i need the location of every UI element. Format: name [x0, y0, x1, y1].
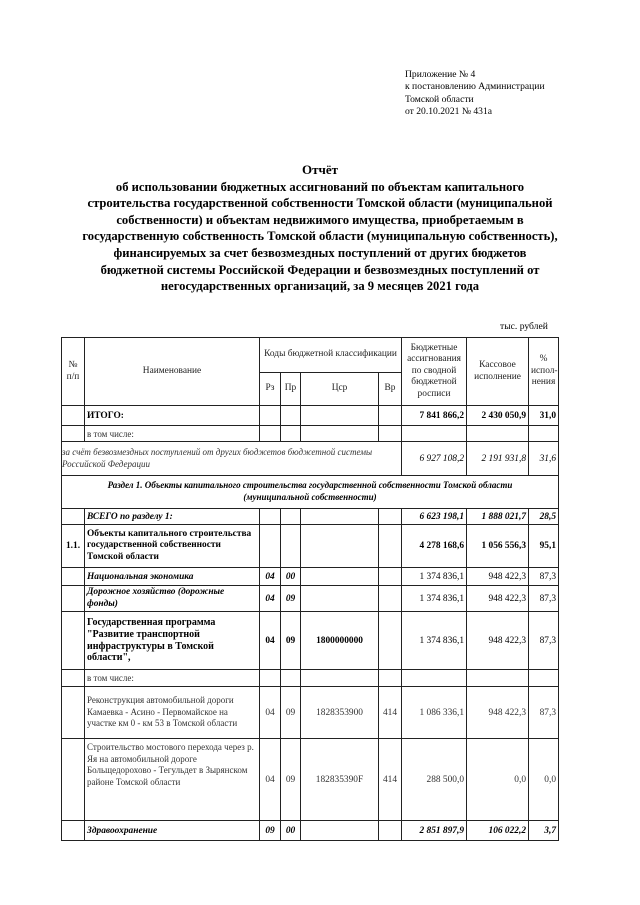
- header-num: № п/п: [62, 338, 85, 406]
- table-row-section-total: [62, 509, 559, 525]
- cell-cash: 1 888 021,7: [467, 509, 529, 525]
- cell-cash: 1 056 556,3: [467, 525, 529, 568]
- report-table: [61, 337, 559, 841]
- cell-pct: 31,0: [529, 406, 559, 426]
- cell-pr: 09: [281, 586, 301, 612]
- cell-cash: 2 430 050,9: [467, 406, 529, 426]
- cell-rz: [260, 426, 281, 442]
- cell-pct: 87,3: [529, 568, 559, 586]
- cell-name: ИТОГО:: [85, 406, 260, 426]
- title-line: бюджетной системы Российской Федерации и безвозмездных поступлений от: [100, 262, 540, 277]
- cell-pct: [529, 426, 559, 442]
- cell-rz: [260, 509, 281, 525]
- cell-rz: 09: [260, 821, 281, 841]
- cell-rz: 04: [260, 739, 281, 821]
- cell-budget: 1 374 836,1: [402, 612, 467, 670]
- cell-budget: [402, 670, 467, 687]
- cell-budget: 4 278 168,6: [402, 525, 467, 568]
- cell-vr: [379, 670, 402, 687]
- cell-vr: [379, 586, 402, 612]
- cell-name: за счёт безвозмездных поступлений от других бюджетов бюджетной системы Российской Федерации: [62, 442, 402, 476]
- cell-vr: [379, 568, 402, 586]
- cell-csr: [301, 525, 379, 568]
- cell-vr: [379, 426, 402, 442]
- cell-rz: [260, 406, 281, 426]
- header-name: Наименование: [85, 338, 260, 406]
- cell-rz: 04: [260, 687, 281, 739]
- cell-cash: 2 191 931,8: [467, 442, 529, 476]
- cell-name: Строительство мостового перехода через р. Яя на автомобильной дороге Больщедорохово - Тегульдет в Зырянском районе Томской области: [85, 739, 260, 821]
- cell-budget: 288 500,0: [402, 739, 467, 821]
- cell-csr: [301, 406, 379, 426]
- title-line: собственности) и объектам недвижимого имущества, приобретаемым в: [116, 212, 524, 227]
- cell-name: Объекты капитального строительства государственной собственности Томской области: [85, 525, 260, 568]
- report-title: [60, 162, 580, 295]
- table-row-road-funds: [62, 586, 559, 612]
- title-line: негосударственных организаций, за 9 месяцев 2021 года: [160, 279, 480, 294]
- cell-pr: 09: [281, 687, 301, 739]
- cell-pr: [281, 509, 301, 525]
- cell-budget: 6 927 108,2: [402, 442, 467, 476]
- table-row-item-1-1: [62, 525, 559, 568]
- title-main: Отчёт: [302, 162, 338, 177]
- cell-num: [62, 612, 85, 670]
- cell-pct: 95,1: [529, 525, 559, 568]
- cell-budget: [402, 426, 467, 442]
- cell-num: [62, 406, 85, 426]
- cell-cash: 106 022,2: [467, 821, 529, 841]
- cell-num: [62, 670, 85, 687]
- cell-pct: 87,3: [529, 586, 559, 612]
- title-line: финансируемых за счет безвозмездных поступлений от других бюджетов: [113, 245, 527, 260]
- header-rz: Рз: [260, 373, 281, 406]
- cell-csr: [301, 426, 379, 442]
- header-row: [62, 338, 559, 373]
- table-row-state-program: [62, 612, 559, 670]
- cell-num: [62, 509, 85, 525]
- cell-vr: [379, 509, 402, 525]
- cell-cash: 948 422,3: [467, 612, 529, 670]
- cell-num: [62, 586, 85, 612]
- section-title: Раздел 1. Объекты капитального строительства государственной собственности Томской области (муниципальной собственности): [62, 476, 559, 509]
- cell-vr: [379, 525, 402, 568]
- cell-num: [62, 426, 85, 442]
- cell-name: Здравоохранение: [85, 821, 260, 841]
- cell-pr: 09: [281, 612, 301, 670]
- table-row-incl: [62, 670, 559, 687]
- cell-budget: 1 086 336,1: [402, 687, 467, 739]
- appendix-line: Томской области: [405, 93, 474, 105]
- cell-pct: 28,5: [529, 509, 559, 525]
- header-codes: Коды бюджетной классификации: [260, 338, 402, 373]
- appendix-line: к постановлению Администрации: [405, 81, 545, 93]
- cell-vr: [379, 612, 402, 670]
- appendix-line: от 20.10.2021 № 431а: [405, 106, 493, 118]
- cell-rz: 04: [260, 586, 281, 612]
- cell-pr: [281, 426, 301, 442]
- table-row-healthcare: [62, 821, 559, 841]
- cell-pr: [281, 406, 301, 426]
- cell-csr: [301, 670, 379, 687]
- cell-name: в том числе:: [85, 670, 260, 687]
- cell-num: [62, 568, 85, 586]
- cell-cash: [467, 426, 529, 442]
- cell-rz: 04: [260, 612, 281, 670]
- table-row-bridge: [62, 739, 559, 821]
- header-pct: % испол-нения: [529, 338, 559, 406]
- cell-name: Национальная экономика: [85, 568, 260, 586]
- cell-cash: 0,0: [467, 739, 529, 821]
- cell-num: [62, 739, 85, 821]
- cell-csr: [301, 509, 379, 525]
- units-label: тыс. рублей: [500, 321, 548, 332]
- cell-vr: [379, 406, 402, 426]
- cell-cash: 948 422,3: [467, 586, 529, 612]
- table-row-national-economy: [62, 568, 559, 586]
- header-pr: Пр: [281, 373, 301, 406]
- cell-cash: 948 422,3: [467, 687, 529, 739]
- header-cash: Кассовое исполнение: [467, 338, 529, 406]
- cell-pct: 0,0: [529, 739, 559, 821]
- header-budget: Бюджетные ассигнования по сводной бюджетной росписи: [402, 338, 467, 406]
- header-vr: Вр: [379, 373, 402, 406]
- appendix-block: [405, 69, 545, 119]
- cell-csr: [301, 586, 379, 612]
- cell-pct: 87,3: [529, 687, 559, 739]
- section-header-row: [62, 476, 559, 509]
- table-row-reconstruction: [62, 687, 559, 739]
- cell-pr: 09: [281, 739, 301, 821]
- cell-budget: 6 623 198,1: [402, 509, 467, 525]
- cell-cash: 948 422,3: [467, 568, 529, 586]
- cell-vr: 414: [379, 687, 402, 739]
- cell-name: в том числе:: [85, 426, 260, 442]
- cell-cash: [467, 670, 529, 687]
- cell-name: Реконструкция автомобильной дороги Камаевка - Асино - Первомайское на участке км 0 - км 53 в Томской области: [85, 687, 260, 739]
- appendix-line: Приложение № 4: [405, 69, 476, 80]
- cell-pr: 00: [281, 568, 301, 586]
- cell-csr: 1800000000: [301, 612, 379, 670]
- cell-num: 1.1.: [62, 525, 85, 568]
- cell-num: [62, 687, 85, 739]
- cell-budget: 7 841 866,2: [402, 406, 467, 426]
- cell-csr: 182835390F: [301, 739, 379, 821]
- cell-budget: 1 374 836,1: [402, 586, 467, 612]
- cell-pr: 00: [281, 821, 301, 841]
- cell-rz: 04: [260, 568, 281, 586]
- cell-vr: [379, 821, 402, 841]
- cell-csr: [301, 821, 379, 841]
- cell-pct: [529, 670, 559, 687]
- cell-num: [62, 821, 85, 841]
- cell-csr: [301, 568, 379, 586]
- cell-name: Государственная программа "Развитие транспортной инфраструктуры в Томской области",: [85, 612, 260, 670]
- title-line: государственную собственность Томской области (муниципальную собственность),: [82, 229, 558, 244]
- cell-rz: [260, 525, 281, 568]
- cell-pr: [281, 525, 301, 568]
- cell-pct: 31,6: [529, 442, 559, 476]
- cell-budget: 1 374 836,1: [402, 568, 467, 586]
- header-csr: Цср: [301, 373, 379, 406]
- cell-csr: 1828353900: [301, 687, 379, 739]
- cell-budget: 2 851 897,9: [402, 821, 467, 841]
- cell-pct: 87,3: [529, 612, 559, 670]
- cell-pr: [281, 670, 301, 687]
- cell-name: ВСЕГО по разделу 1:: [85, 509, 260, 525]
- table-row-transfers: [62, 442, 559, 476]
- cell-name: Дорожное хозяйство (дорожные фонды): [85, 586, 260, 612]
- cell-rz: [260, 670, 281, 687]
- title-line: строительства государственной собственности Томской области (муниципальной: [87, 196, 553, 211]
- cell-pct: 3,7: [529, 821, 559, 841]
- cell-vr: 414: [379, 739, 402, 821]
- table-row-incl: [62, 426, 559, 442]
- table-row-total: [62, 406, 559, 426]
- title-line: об использовании бюджетных ассигнований по объектам капитального: [115, 179, 525, 194]
